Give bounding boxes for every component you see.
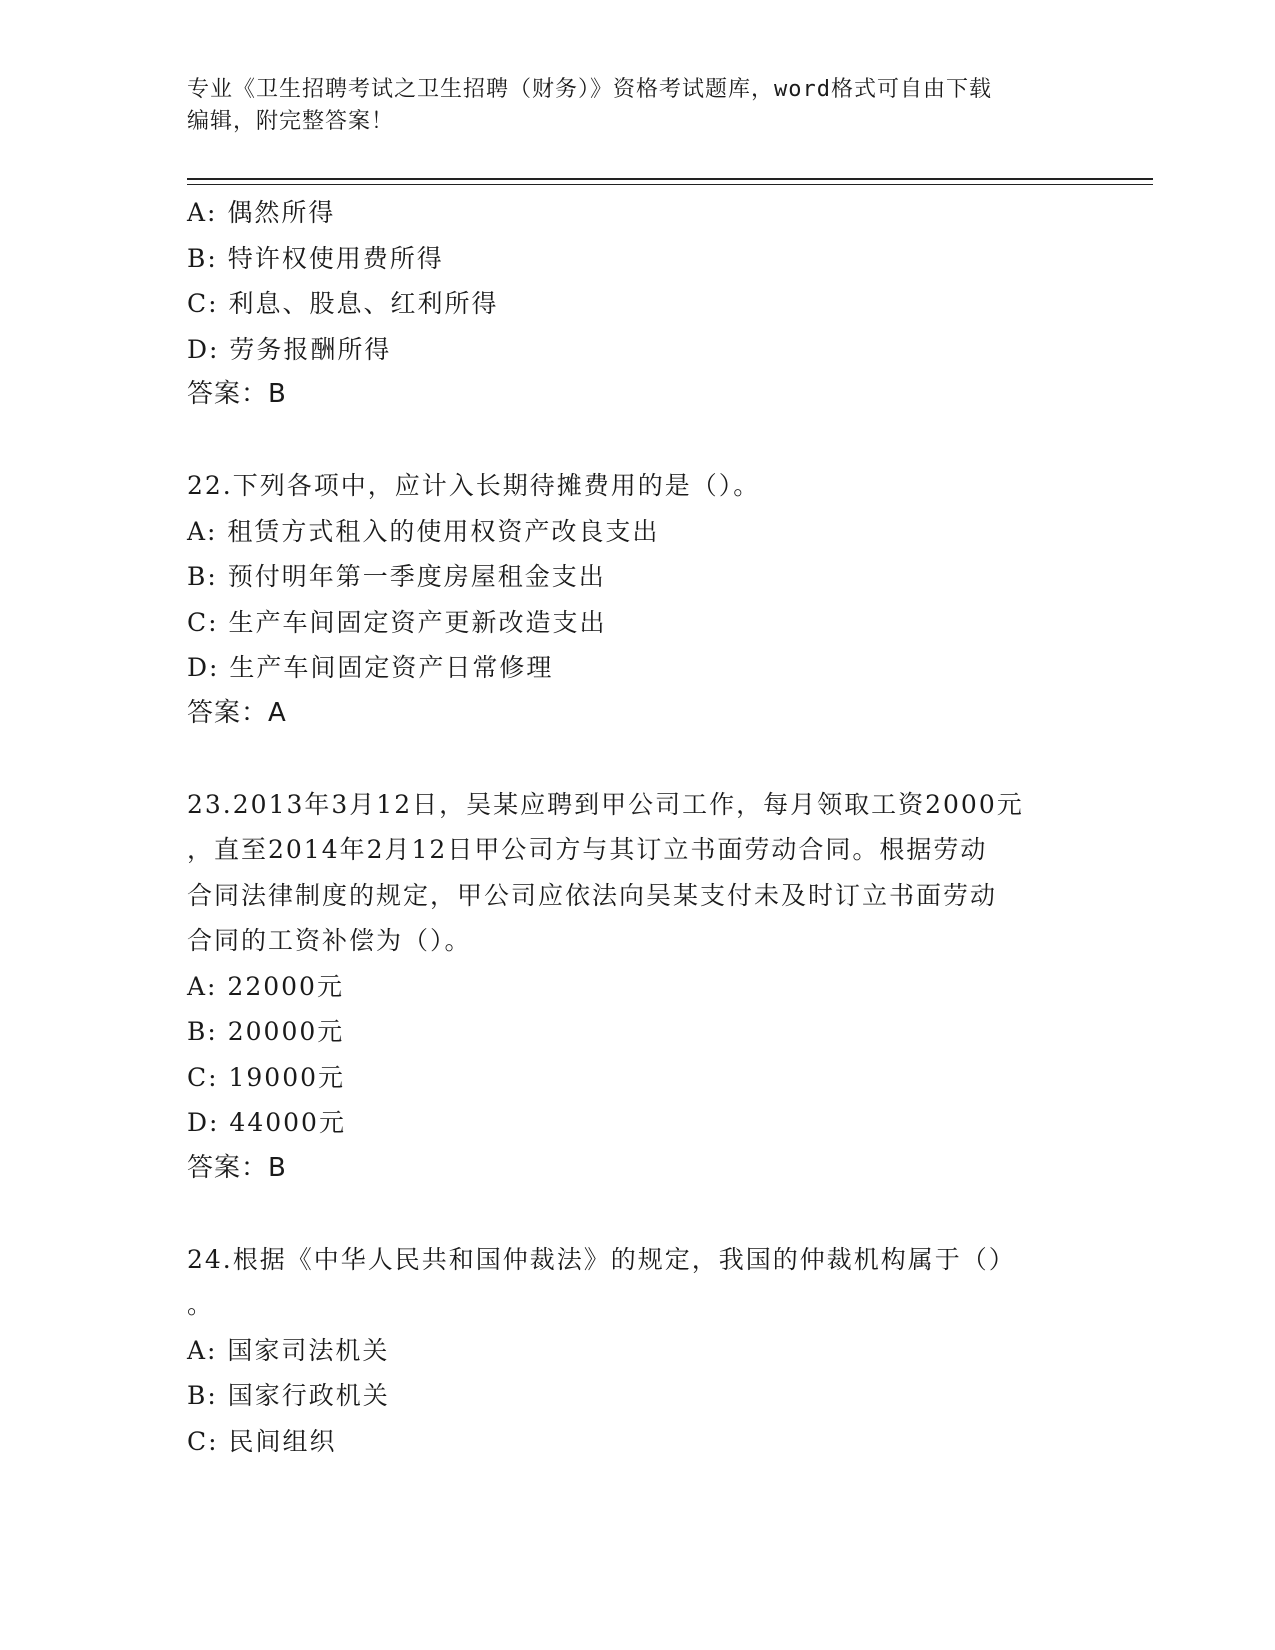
question-22	[187, 463, 1087, 736]
header-divider-thick	[187, 178, 1153, 180]
question-stem-line: 24.根据《中华人民共和国仲裁法》的规定，我国的仲裁机构属于（）	[187, 1244, 1016, 1274]
spacer	[187, 736, 1087, 782]
option-d: D: 劳务报酬所得	[187, 334, 392, 364]
question-stem-line: 合同的工资补偿为（）。	[187, 926, 472, 955]
question-content	[187, 190, 1087, 1464]
header-line-1: 专业《卫生招聘考试之卫生招聘（财务）》资格考试题库，word格式可自由下载	[187, 77, 992, 102]
question-stem-line: 23.2013年3月12日，吴某应聘到甲公司工作，每月领取工资2000元	[187, 789, 1024, 819]
option-b: B: 特许权使用费所得	[187, 243, 444, 273]
option-b: B: 预付明年第一季度房屋租金支出	[187, 562, 606, 591]
option-c: C: 利息、股息、红利所得	[187, 289, 499, 318]
document-header	[187, 74, 1087, 138]
answer: 答案：B	[187, 379, 287, 409]
answer: 答案：B	[187, 1152, 287, 1183]
option-d: D: 生产车间固定资产日常修理	[187, 653, 554, 682]
option-a: A: 22000元	[187, 971, 344, 1001]
option-c: C: 民间组织	[187, 1426, 337, 1456]
option-a: A: 国家司法机关	[187, 1335, 390, 1365]
option-b: B: 国家行政机关	[187, 1381, 390, 1410]
question-21-tail	[187, 190, 1087, 418]
option-a: A: 偶然所得	[187, 198, 336, 227]
question-stem-line: 合同法律制度的规定，甲公司应依法向吴某支付未及时订立书面劳动	[187, 880, 998, 910]
option-c: C: 生产车间固定资产更新改造支出	[187, 607, 607, 637]
option-d: D: 44000元	[187, 1108, 346, 1137]
header-line-2: 编辑，附完整答案！	[187, 109, 395, 134]
spacer	[187, 1191, 1087, 1237]
option-a: A: 租赁方式租入的使用权资产改良支出	[187, 516, 660, 546]
header-divider-thin	[187, 184, 1153, 185]
question-stem-line: 。	[187, 1290, 215, 1319]
spacer	[187, 418, 1087, 464]
option-c: C: 19000元	[187, 1062, 346, 1092]
question-stem: 22.下列各项中，应计入长期待摊费用的是（）。	[187, 471, 761, 500]
question-23	[187, 782, 1087, 1192]
answer: 答案：A	[187, 697, 287, 728]
option-b: B: 20000元	[187, 1017, 345, 1046]
question-stem-line: ，直至2014年2月12日甲公司方与其订立书面劳动合同。根据劳动	[187, 835, 988, 864]
question-24	[187, 1237, 1087, 1465]
